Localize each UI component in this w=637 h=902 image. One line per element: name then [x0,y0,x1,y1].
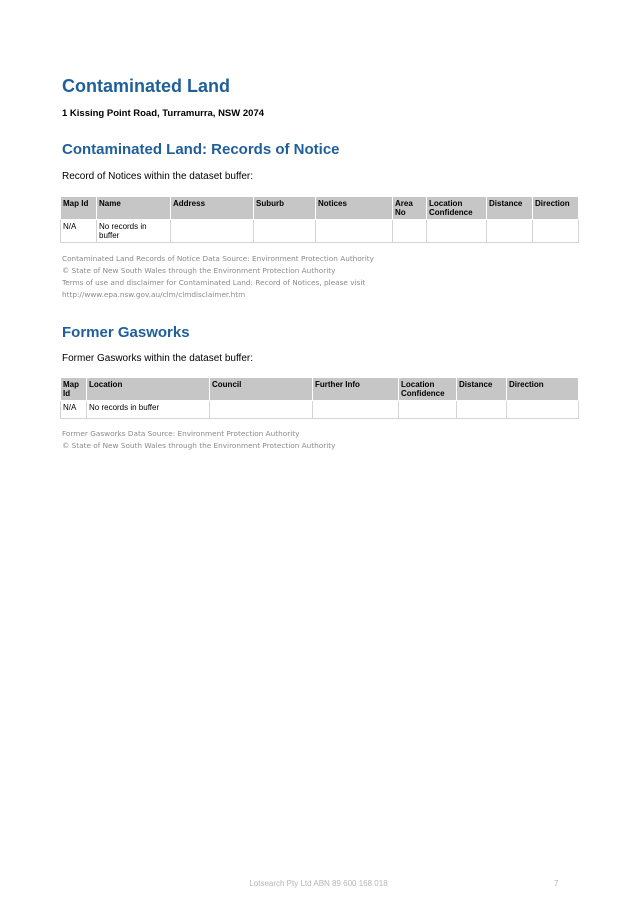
column-header-location: Location [87,378,210,401]
table-row [61,401,579,419]
table-cell: No records in buffer [87,401,210,419]
column-header-further-info: Further Info [313,378,399,401]
column-header-council: Council [210,378,313,401]
table-cell [393,220,427,243]
table-row [61,220,579,243]
source-line: Terms of use and disclaimer for Contaminated Land: Record of Notices, please visit [62,278,366,287]
table-cell [487,220,533,243]
source-line: © State of New South Wales through the Environment Protection Authority [62,266,336,275]
page-title: Contaminated Land [62,76,231,96]
gasworks-table-header [61,378,579,401]
table-cell [427,220,487,243]
table-cell [507,401,579,419]
column-header-location-confidence: Location Confidence [399,378,457,401]
table-cell [399,401,457,419]
table-cell [254,220,316,243]
table-cell [210,401,313,419]
column-header-location-confidence: Location Confidence [427,197,487,220]
column-header-map-id: Map Id [61,197,97,220]
column-header-distance: Distance [457,378,507,401]
column-header-name: Name [97,197,171,220]
gasworks-intro: Former Gasworks within the dataset buffer: [62,353,254,364]
source-line: © State of New South Wales through the Environment Protection Authority [62,441,336,450]
column-header-area-no: Area No [393,197,427,220]
site-address: 1 Kissing Point Road, Turramurra, NSW 2074 [62,108,265,119]
gasworks-data-source [62,428,335,452]
column-header-notices: Notices [316,197,393,220]
column-header-distance: Distance [487,197,533,220]
source-line: Former Gasworks Data Source: Environment Protection Authority [62,429,300,438]
table-cell [313,401,399,419]
table-cell: No records in buffer [97,220,171,243]
table-cell [533,220,579,243]
notice-table [60,196,579,243]
table-cell [316,220,393,243]
page-footer: Lotsearch Pty Ltd ABN 89 600 168 018 [249,879,388,888]
table-cell [457,401,507,419]
column-header-direction: Direction [507,378,579,401]
table-cell: N/A [61,220,97,243]
source-link[interactable]: http://www.epa.nsw.gov.au/clm/clmdisclaimer.htm [62,290,246,299]
column-header-direction: Direction [533,197,579,220]
notice-section-heading: Contaminated Land: Records of Notice [62,141,340,158]
notice-table-header [61,197,579,220]
gasworks-table [60,377,579,419]
notice-intro: Record of Notices within the dataset buffer: [62,171,254,182]
column-header-suburb: Suburb [254,197,316,220]
table-cell [171,220,254,243]
page-number: 7 [554,879,559,888]
table-cell: N/A [61,401,87,419]
column-header-map-id: Map Id [61,378,87,401]
source-line: Contaminated Land Records of Notice Data Source: Environment Protection Authority [62,254,374,263]
notice-data-source [62,253,374,301]
column-header-address: Address [171,197,254,220]
gasworks-section-heading: Former Gasworks [62,324,190,341]
